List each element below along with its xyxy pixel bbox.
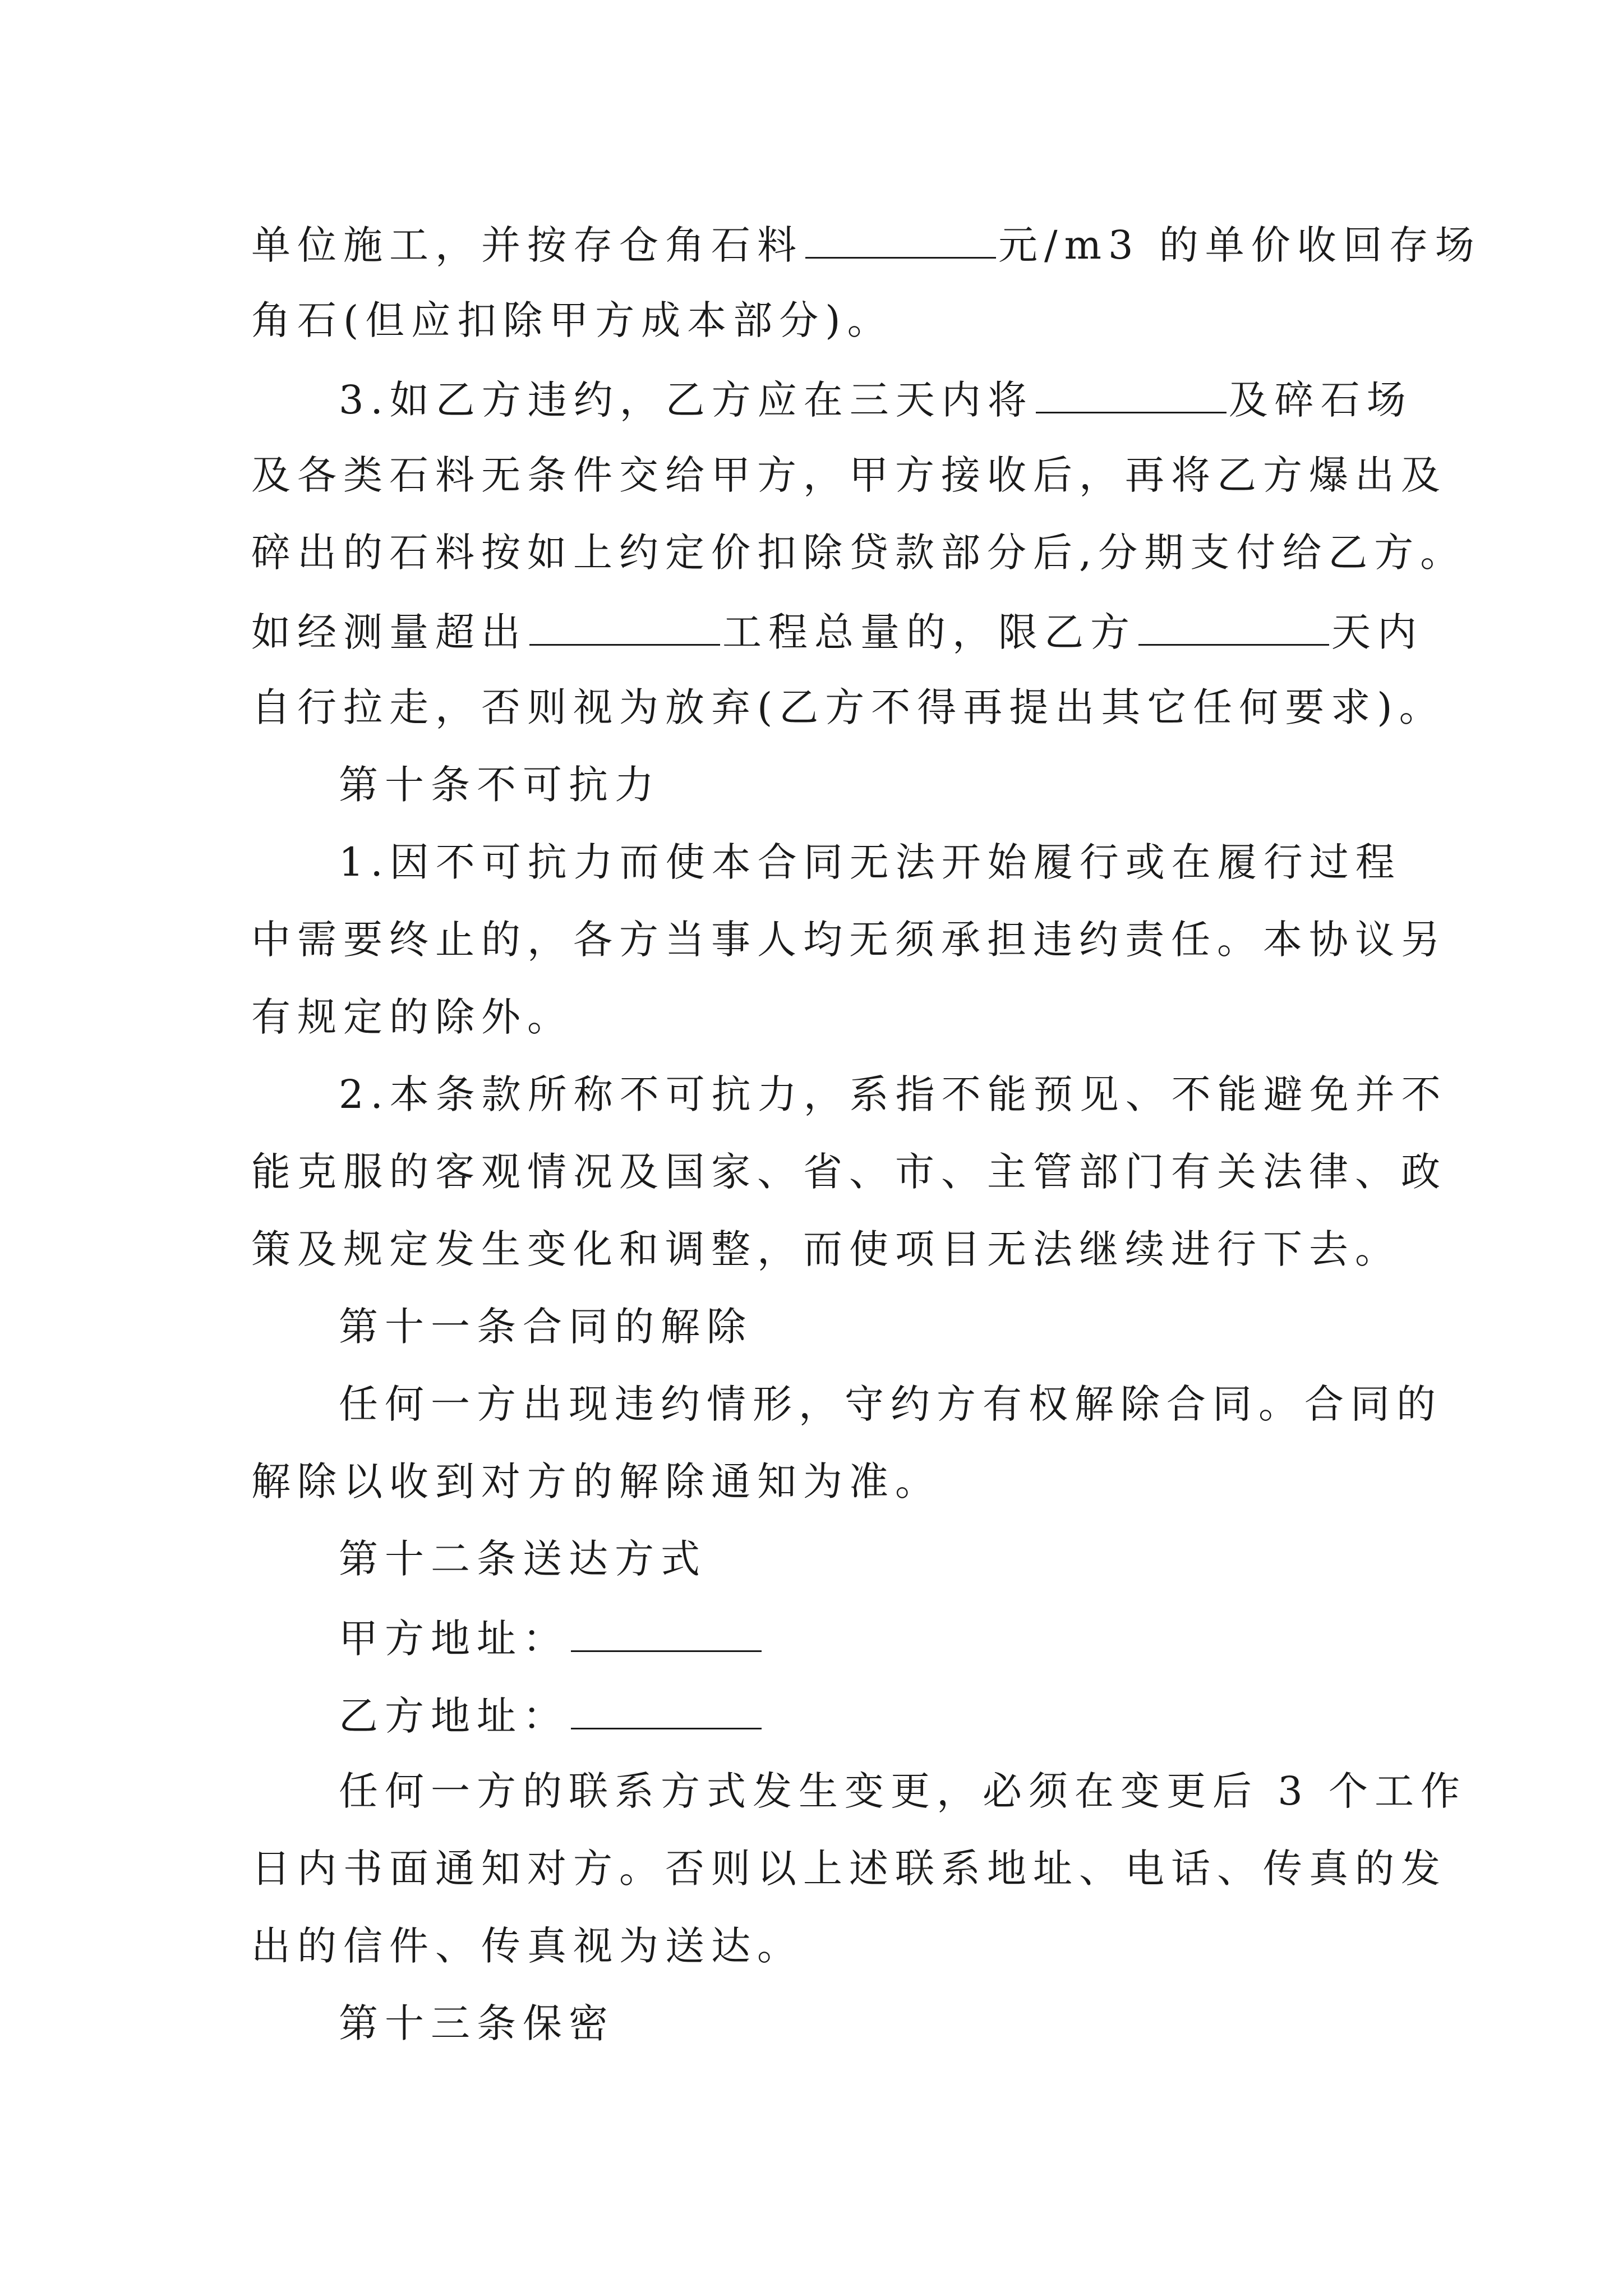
paragraph-line-6: 如经测量超出 工程总量的，限乙方 天内	[251, 609, 1423, 655]
paragraph-line-10: 中需要终止的，各方当事人均无须承担违约责任。本协议另	[251, 917, 1447, 963]
section-heading-10: 第十条不可抗力	[339, 762, 661, 808]
paragraph-line-23: 出的信件、传真视为送达。	[251, 1923, 803, 1969]
section-heading-12: 第十二条送达方式	[339, 1536, 707, 1582]
paragraph-line-7: 自行拉走，否则视为放弃(乙方不得再提出其它任何要求)。	[251, 684, 1445, 730]
paragraph-line-11: 有规定的除外。	[251, 994, 573, 1040]
fill-in-blank	[571, 1694, 762, 1729]
fill-in-blank	[1138, 610, 1329, 646]
paragraph-line-17: 解除以收到对方的解除通知为准。	[251, 1458, 941, 1504]
fill-in-blank	[571, 1617, 762, 1652]
party-a-address: 甲方地址：	[339, 1617, 764, 1658]
section-heading-11: 第十一条合同的解除	[339, 1304, 753, 1350]
paragraph-line-5: 碎出的石料按如上约定价扣除贷款部分后,分期支付给乙方。	[251, 530, 1467, 576]
paragraph-line-2: 角石(但应扣除甲方成本部分)。	[251, 297, 893, 343]
paragraph-line-4: 及各类石料无条件交给甲方，甲方接收后，再将乙方爆出及	[251, 452, 1447, 498]
paragraph-line-12: 2.本条款所称不可抗力，系指不能预见、不能避免并不	[339, 1071, 1447, 1117]
paragraph-line-22: 日内书面通知对方。否则以上述联系地址、电话、传真的发	[251, 1846, 1447, 1892]
paragraph-line-14: 策及规定发生变化和调整，而使项目无法继续进行下去。	[251, 1226, 1401, 1272]
section-heading-13: 第十三条保密	[339, 2000, 615, 2046]
fill-in-blank	[1036, 378, 1227, 413]
party-b-address: 乙方地址：	[339, 1694, 764, 1736]
paragraph-line-3: 3.如乙方违约，乙方应在三天内将 及碎石场	[339, 377, 1413, 423]
paragraph-line-16: 任何一方出现违约情形，守约方有权解除合同。合同的	[339, 1381, 1442, 1427]
paragraph-line-21: 任何一方的联系方式发生变更，必须在变更后 3 个工作	[339, 1768, 1467, 1814]
paragraph-line-13: 能克服的客观情况及国家、省、市、主管部门有关法律、政	[251, 1149, 1447, 1195]
fill-in-blank	[529, 610, 720, 646]
fill-in-blank	[805, 223, 996, 259]
paragraph-line-1: 单位施工，并按存仓角石料 元/m3 的单价收回存场	[251, 222, 1481, 268]
paragraph-line-9: 1.因不可抗力而使本合同无法开始履行或在履行过程	[339, 839, 1401, 885]
